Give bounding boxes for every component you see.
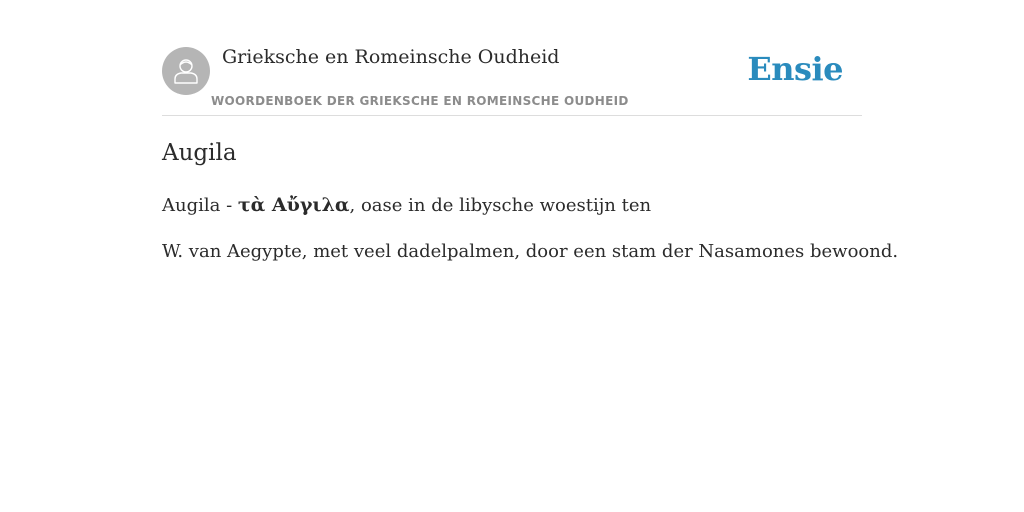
entry-lead: Augila - <box>162 195 238 216</box>
entry-description: , oase in de libysche woestijn ten <box>349 195 652 216</box>
avatar[interactable] <box>162 47 210 95</box>
user-icon <box>171 56 201 86</box>
entry-title: Augila <box>162 140 237 166</box>
dictionary-subtitle: WOORDENBOEK DER GRIEKSCHE EN ROMEINSCHE OUDHEID <box>211 94 629 108</box>
ensie-logo-link[interactable]: Ensie <box>747 50 843 88</box>
entry-paragraph-1 <box>162 194 651 216</box>
entry-paragraph-2: W. van Aegypte, met veel dadelpalmen, door een stam der Nasamones bewoond. <box>162 241 899 262</box>
dictionary-header <box>162 40 862 116</box>
greek-term: τὰ Αὔγιλα <box>237 194 350 216</box>
dictionary-title-link[interactable]: Grieksche en Romeinsche Oudheid <box>222 46 560 68</box>
